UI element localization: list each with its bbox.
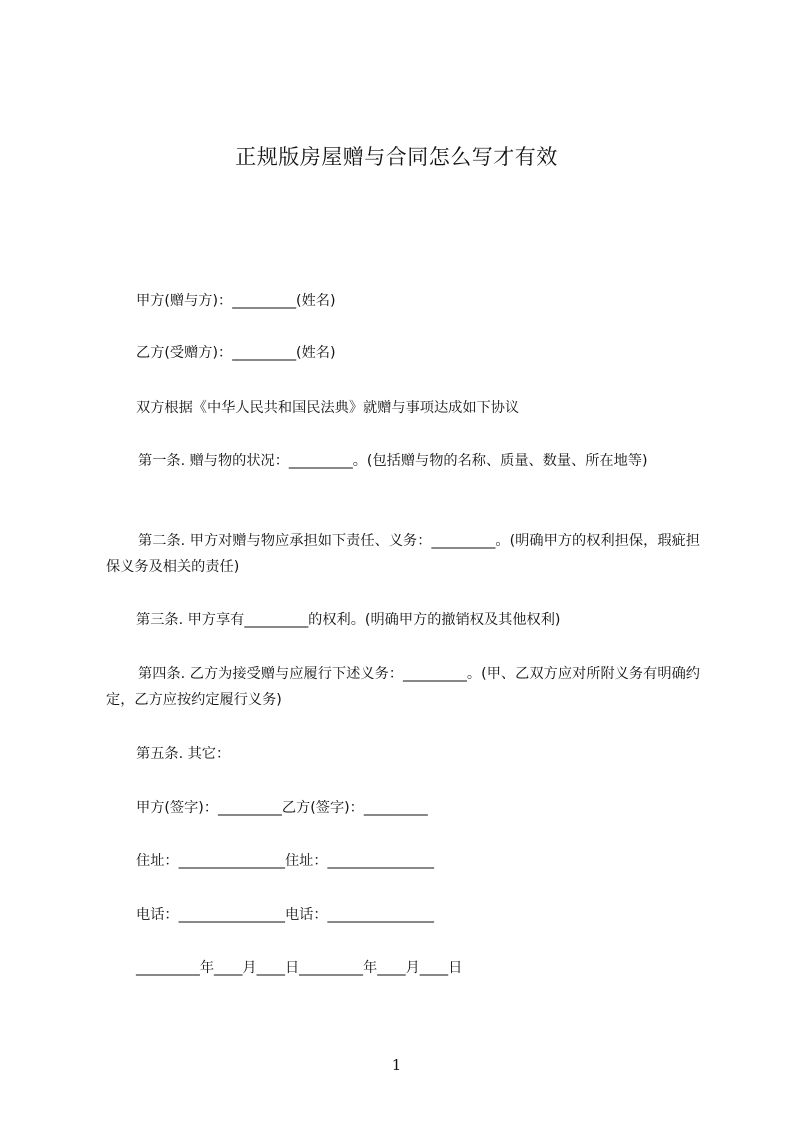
document-title: 正规版房屋赠与合同怎么写才有效 — [235, 145, 558, 169]
article-2: 第二条. 甲方对赠与物应承担如下责任、义务：_________。(明确甲方的权利担保，瑕疵担保义务及相关的责任) — [106, 533, 700, 575]
party-a-line: 甲方(赠与方)：_________(姓名) — [136, 293, 336, 309]
address-line: 住址：_______________住址：_______________ — [136, 853, 434, 869]
page-number: 1 — [391, 1056, 402, 1074]
article-1: 第一条. 赠与物的状况：_________。(包括赠与物的名称、质量、数量、所在地等) — [138, 453, 648, 469]
party-b-line: 乙方(受赠方)：_________(姓名) — [136, 345, 336, 361]
article-4: 第四条. 乙方为接受赠与应履行下述义务：_________。(甲、乙双方应对所附义务有明确约定，乙方应按约定履行义务) — [106, 666, 700, 708]
agreement-intro: 双方根据《中华人民共和国民法典》就赠与事项达成如下协议 — [136, 400, 520, 416]
phone-line: 电话：_______________电话：_______________ — [136, 907, 434, 923]
signature-line: 甲方(签字)：_________乙方(签字)：_________ — [136, 800, 428, 816]
article-3: 第三条. 甲方享有_________的权利。(明确甲方的撤销权及其他权利) — [136, 612, 561, 628]
date-line: _________年____月____日_________年____月____日 — [136, 960, 463, 976]
article-5: 第五条. 其它： — [136, 746, 231, 762]
